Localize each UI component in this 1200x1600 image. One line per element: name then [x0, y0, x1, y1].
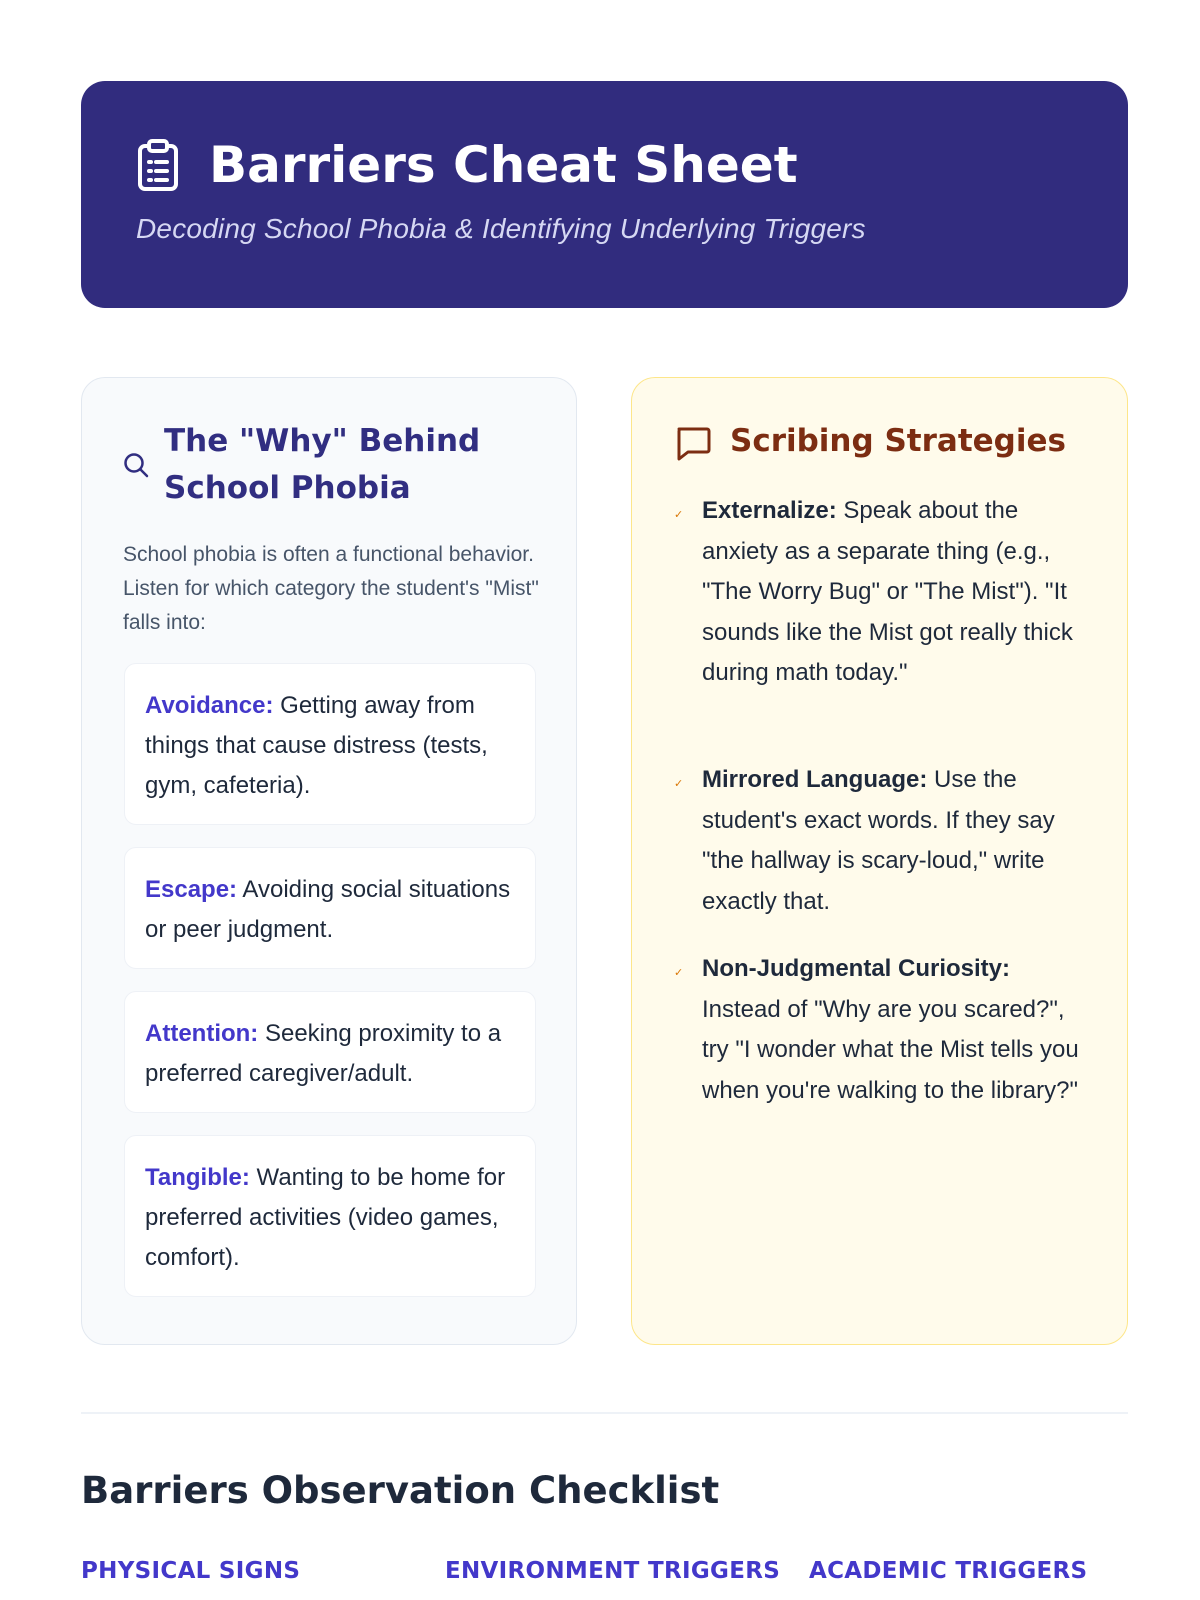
- check-icon: ✓: [674, 778, 684, 790]
- category-label: Escape:: [145, 876, 238, 903]
- category-label: Attention:: [145, 1020, 259, 1047]
- strategies-card: [631, 377, 1128, 1345]
- category-text: Seeking proximity to a preferred caregiver/adult.: [145, 1020, 502, 1087]
- section-divider: [81, 1412, 1128, 1414]
- category-item: [124, 1135, 536, 1297]
- strategy-label: Mirrored Language:: [702, 766, 928, 793]
- header-title-row: [137, 135, 798, 195]
- category-text: Getting away from things that cause distress (tests, gym, cafeteria).: [145, 692, 488, 799]
- strategy-item: [662, 760, 1092, 922]
- category-label: Avoidance:: [145, 692, 274, 719]
- strategy-label: Non-Judgmental Curiosity:: [702, 955, 1011, 982]
- search-icon: [122, 451, 150, 479]
- category-label: Tangible:: [145, 1164, 250, 1191]
- message-square-icon: [674, 423, 712, 461]
- page-subtitle: Decoding School Phobia & Identifying Underlying Triggers: [136, 213, 866, 244]
- header-banner: [81, 81, 1128, 308]
- why-card-title: The "Why" Behind School Phobia: [164, 423, 481, 506]
- strategy-item: [662, 491, 1092, 694]
- strategies-card-header: [674, 418, 1066, 465]
- strategy-text: Instead of "Why are you scared?", try "I wonder what the Mist tells you when you're walking to the library?": [702, 995, 1079, 1104]
- category-item: [124, 847, 536, 969]
- strategy-text: Speak about the anxiety as a separate thing (e.g., "The Worry Bug" or "The Mist"). "It sounds like the Mist got really thick during math today.": [702, 497, 1073, 686]
- why-card-header: [122, 418, 504, 512]
- strategy-text: Use the student's exact words. If they say "the hallway is scary-loud," write exactly that.: [702, 766, 1055, 915]
- check-icon: ✓: [674, 967, 684, 979]
- page-title: Barriers Cheat Sheet: [209, 136, 798, 194]
- category-text: Wanting to be home for preferred activities (video games, comfort).: [145, 1164, 506, 1271]
- strategy-label: Externalize:: [702, 497, 837, 524]
- checklist-title: Barriers Observation Checklist: [81, 1469, 720, 1512]
- why-card: [81, 377, 577, 1345]
- category-text: Avoiding social situations or peer judgment.: [145, 876, 511, 943]
- clipboard-list-icon: [137, 138, 179, 192]
- category-item: [124, 991, 536, 1113]
- checklist-column-header: PHYSICAL SIGNS: [81, 1558, 301, 1584]
- checklist-column-header: ACADEMIC TRIGGERS: [809, 1558, 1088, 1584]
- checklist-column-header: ENVIRONMENT TRIGGERS: [445, 1558, 781, 1584]
- check-icon: ✓: [674, 509, 684, 521]
- strategies-card-title: Scribing Strategies: [730, 423, 1066, 459]
- why-card-intro: School phobia is often a functional behavior. Listen for which category the student's "Mist" falls into:: [123, 543, 539, 634]
- strategy-item: [662, 949, 1092, 1111]
- category-item: [124, 663, 536, 825]
